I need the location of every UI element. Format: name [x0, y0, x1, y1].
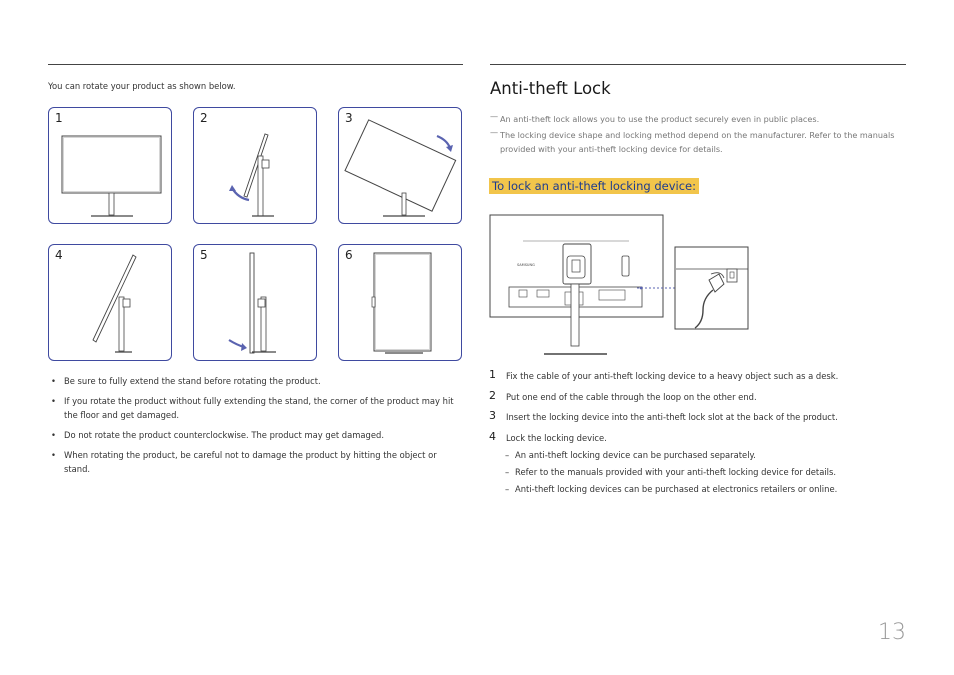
- step-item: [489, 410, 909, 424]
- subnote-text: Anti-theft locking devices can be purchased at electronics retailers or online.: [515, 483, 838, 494]
- list-item: [48, 394, 460, 422]
- note-dash: —: [490, 127, 499, 137]
- rotation-panel-1: [48, 107, 172, 224]
- monitor-portrait-illustration: [339, 245, 463, 362]
- bullet-text: Do not rotate the product counterclockwise. The product may get damaged.: [64, 430, 384, 440]
- panel-number: 2: [200, 111, 208, 125]
- note-item: [490, 128, 910, 156]
- bullet-glyph: •: [51, 376, 56, 386]
- step-item: [489, 369, 909, 383]
- subnote-item: [489, 448, 909, 462]
- subnote-item: [489, 482, 909, 496]
- panel-number: 1: [55, 111, 63, 125]
- rotation-cautions-list: [48, 374, 460, 482]
- step-item: [489, 431, 909, 445]
- bullet-text: Be sure to fully extend the stand before rotating the product.: [64, 376, 321, 386]
- section-title: Anti-theft Lock: [490, 79, 611, 98]
- monitor-rear-lock-illustration: [489, 214, 751, 358]
- note-item: [490, 112, 910, 126]
- subnote-text: Refer to the manuals provided with your anti-theft locking device for details.: [515, 466, 837, 477]
- monitor-side-view-illustration: [49, 245, 173, 362]
- panel-number: 4: [55, 248, 63, 262]
- subnote-text: An anti-theft locking device can be purchased separately.: [515, 449, 756, 460]
- step-item: [489, 390, 909, 404]
- subnote-item: [489, 465, 909, 479]
- rotation-panel-6: [338, 244, 462, 361]
- bullet-glyph: •: [51, 430, 56, 440]
- note-text: The locking device shape and locking method depend on the manufacturer. Refer to the manuals provided with your anti-theft locking device for details.: [500, 130, 895, 154]
- step-number: 3: [489, 409, 496, 422]
- panel-number: 6: [345, 248, 353, 262]
- step-number: 4: [489, 429, 496, 443]
- bullet-glyph: •: [51, 450, 56, 460]
- notes: [490, 112, 910, 158]
- rotation-panel-3: [338, 107, 462, 224]
- subnote-dash: –: [505, 449, 510, 460]
- step-text: Fix the cable of your anti-theft locking device to a heavy object such as a desk.: [506, 371, 839, 381]
- monitor-rotating-illustration: [339, 108, 463, 225]
- bullet-text: When rotating the product, be careful not to damage the product by hitting the object or stand.: [64, 450, 437, 474]
- lock-steps: [489, 369, 909, 499]
- monitor-vertical-side-illustration: [194, 245, 318, 362]
- rotation-intro-text: You can rotate your product as shown below.: [48, 81, 236, 91]
- step-text: Put one end of the cable through the loop on the other end.: [506, 391, 757, 402]
- monitor-side-tilt-illustration: [194, 108, 318, 225]
- panel-number: 3: [345, 111, 353, 125]
- rotation-panel-2: [193, 107, 317, 224]
- note-dash: —: [490, 111, 499, 121]
- step-number: 1: [489, 368, 496, 381]
- list-item: [48, 448, 460, 476]
- top-rule-left: [48, 64, 463, 65]
- step-text: Insert the locking device into the anti-theft lock slot at the back of the product.: [506, 412, 838, 422]
- page-number: 13: [878, 620, 906, 645]
- bullet-glyph: •: [51, 396, 56, 406]
- rotation-panel-4: [48, 244, 172, 361]
- note-text: An anti-theft lock allows you to use the product securely even in public places.: [500, 114, 820, 124]
- anti-theft-lock-figure: [489, 214, 751, 362]
- step-text: Lock the locking device.: [506, 432, 607, 443]
- top-rule-right: [490, 64, 906, 65]
- list-item: [48, 428, 460, 442]
- brand-label: SAMSUNG: [517, 263, 535, 267]
- panel-number: 5: [200, 248, 208, 262]
- bullet-text: If you rotate the product without fully extending the stand, the corner of the product may hit the floor and get damaged.: [64, 396, 454, 420]
- subheading: To lock an anti-theft locking device:: [489, 178, 699, 194]
- step-number: 2: [489, 388, 496, 402]
- rotation-panel-5: [193, 244, 317, 361]
- list-item: [48, 374, 460, 388]
- monitor-landscape-illustration: [49, 108, 173, 225]
- subnote-dash: –: [505, 483, 510, 494]
- subnote-dash: –: [505, 466, 510, 477]
